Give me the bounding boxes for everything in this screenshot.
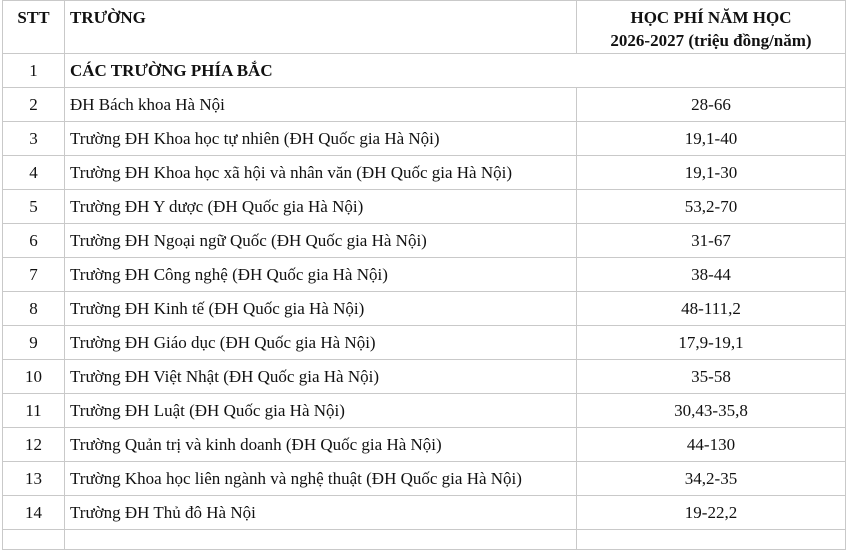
header-school: TRƯỜNG (65, 1, 577, 54)
row-fee: 44-130 (577, 428, 846, 462)
table-row (3, 360, 846, 394)
row-school-name: Trường ĐH Luật (ĐH Quốc gia Hà Nội) (65, 394, 577, 428)
row-school-name: Trường ĐH Việt Nhật (ĐH Quốc gia Hà Nội) (65, 360, 577, 394)
row-school-name: Trường ĐH Khoa học tự nhiên (ĐH Quốc gia Hà Nội) (65, 122, 577, 156)
row-stt: 8 (3, 292, 65, 326)
row-empty-cell (577, 530, 846, 550)
header-row (3, 1, 846, 54)
table-row (3, 88, 846, 122)
table-row (3, 292, 846, 326)
table-row (3, 428, 846, 462)
row-stt: 10 (3, 360, 65, 394)
row-fee: 28-66 (577, 88, 846, 122)
table-row (3, 156, 846, 190)
row-school-name: Trường Khoa học liên ngành và nghệ thuật (ĐH Quốc gia Hà Nội) (65, 462, 577, 496)
row-school-name: ĐH Bách khoa Hà Nội (65, 88, 577, 122)
table-row (3, 326, 846, 360)
row-empty-cell (65, 530, 577, 550)
row-school-name: Trường ĐH Y dược (ĐH Quốc gia Hà Nội) (65, 190, 577, 224)
header-stt: STT (3, 1, 65, 54)
table-row (3, 496, 846, 530)
section-stt: 1 (3, 54, 65, 88)
row-stt: 12 (3, 428, 65, 462)
header-fee (577, 1, 846, 54)
row-fee: 31-67 (577, 224, 846, 258)
row-school-name: Trường ĐH Thủ đô Hà Nội (65, 496, 577, 530)
row-empty-cell (3, 530, 65, 550)
row-stt: 6 (3, 224, 65, 258)
table-row (3, 462, 846, 496)
row-fee: 17,9-19,1 (577, 326, 846, 360)
table-row (3, 224, 846, 258)
row-stt: 4 (3, 156, 65, 190)
row-school-name: Trường ĐH Khoa học xã hội và nhân văn (ĐH Quốc gia Hà Nội) (65, 156, 577, 190)
header-fee-line1: HỌC PHÍ NĂM HỌC (630, 8, 792, 27)
row-school-name: Trường ĐH Ngoại ngữ Quốc (ĐH Quốc gia Hà Nội) (65, 224, 577, 258)
row-stt: 7 (3, 258, 65, 292)
row-stt: 2 (3, 88, 65, 122)
table-row (3, 190, 846, 224)
row-fee: 19,1-40 (577, 122, 846, 156)
row-stt: 5 (3, 190, 65, 224)
section-title: CÁC TRƯỜNG PHÍA BẮC (65, 54, 846, 88)
row-school-name: Trường ĐH Giáo dục (ĐH Quốc gia Hà Nội) (65, 326, 577, 360)
table-row (3, 122, 846, 156)
row-stt: 11 (3, 394, 65, 428)
row-stt: 9 (3, 326, 65, 360)
row-stt: 13 (3, 462, 65, 496)
row-fee: 48-111,2 (577, 292, 846, 326)
row-school-name: Trường ĐH Kinh tế (ĐH Quốc gia Hà Nội) (65, 292, 577, 326)
row-fee: 35-58 (577, 360, 846, 394)
table-row-partial (3, 530, 846, 550)
header-fee-line2: 2026-2027 (triệu đồng/năm) (610, 31, 812, 50)
row-stt: 3 (3, 122, 65, 156)
row-stt: 14 (3, 496, 65, 530)
section-row (3, 54, 846, 88)
row-fee: 38-44 (577, 258, 846, 292)
row-fee: 19-22,2 (577, 496, 846, 530)
tuition-table (2, 0, 846, 550)
row-fee: 30,43-35,8 (577, 394, 846, 428)
row-fee: 34,2-35 (577, 462, 846, 496)
row-school-name: Trường ĐH Công nghệ (ĐH Quốc gia Hà Nội) (65, 258, 577, 292)
row-fee: 19,1-30 (577, 156, 846, 190)
row-fee: 53,2-70 (577, 190, 846, 224)
table-row (3, 258, 846, 292)
table-row (3, 394, 846, 428)
row-school-name: Trường Quản trị và kinh doanh (ĐH Quốc gia Hà Nội) (65, 428, 577, 462)
